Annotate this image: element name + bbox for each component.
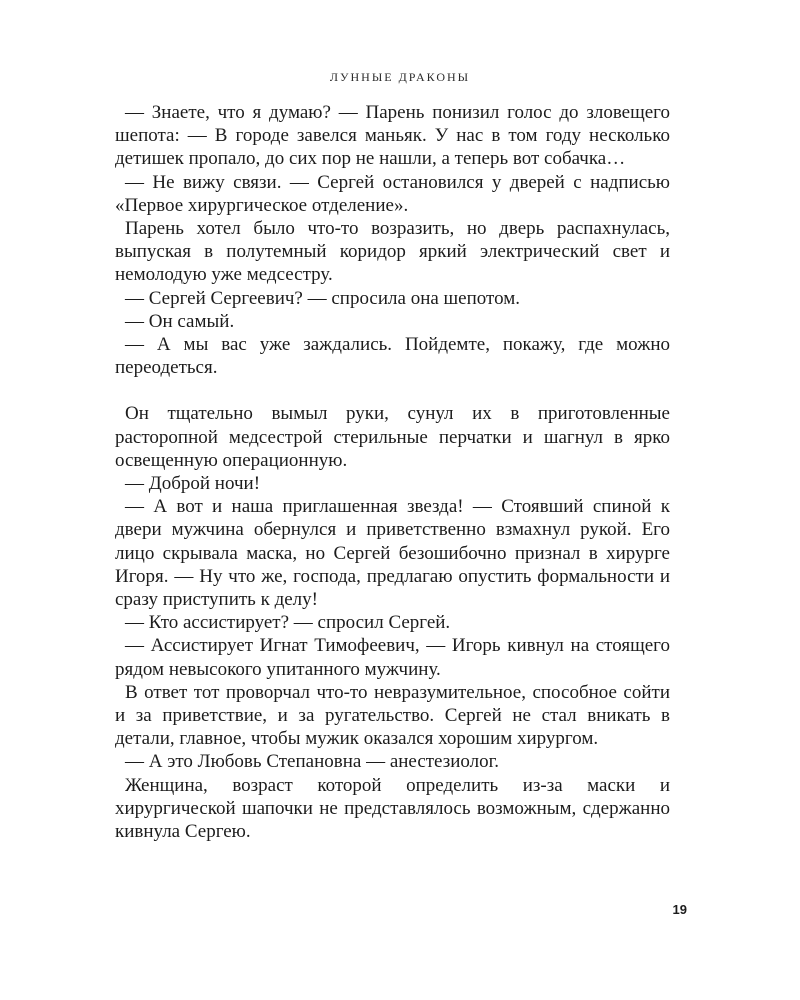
page-number: 19 xyxy=(672,902,687,917)
paragraph: — А мы вас уже заждались. Пойдемте, покажу, где можно переодеться. xyxy=(115,334,670,379)
paragraph: — Знаете, что я думаю? — Парень понизил голос до зловещего шепота: — В городе завелся маньяк. У нас в том году несколько детишек пропало, до сих пор не нашли, а теперь вот собачка… xyxy=(115,102,670,170)
section-break xyxy=(115,379,670,402)
paragraph: — Не вижу связи. — Сергей остановился у дверей с надписью «Первое хирургическое отделение». xyxy=(115,171,670,216)
paragraph: Он тщательно вымыл руки, сунул их в приготовленные расторопной медсестрой стерильные перчатки и шагнул в ярко освещенную операционную. xyxy=(115,403,670,471)
paragraph: — Сергей Сергеевич? — спросила она шепотом. xyxy=(125,287,520,309)
paragraph: В ответ тот проворчал что-то невразумительное, способное сойти и за приветствие, и за ругательство. Сергей не стал вникать в детали, главное, чтобы мужик оказался хорошим хирургом. xyxy=(115,681,670,750)
paragraph: Парень хотел было что-то возразить, но дверь распахнулась, выпуская в полутемный коридор яркий электрический свет и немолодую уже медсестру. xyxy=(115,218,670,286)
body-text xyxy=(115,101,670,843)
paragraph: — Кто ассистирует? — спросил Сергей. xyxy=(125,612,451,634)
running-head: ЛУННЫЕ ДРАКОНЫ xyxy=(329,70,471,84)
paragraph: Женщина, возраст которой определить из-за маски и хирургической шапочки не представлялось возможным, сдержанно кивнула Сергею. xyxy=(115,774,670,843)
paragraph: — Ассистирует Игнат Тимофеевич, — Игорь кивнул на стоящего рядом невысокого упитанного мужчину. xyxy=(115,635,670,680)
paragraph: — Доброй ночи! xyxy=(125,473,261,495)
paragraph: — А вот и наша приглашенная звезда! — Стоявший спиной к двери мужчина обернулся и приветственно взмахнул рукой. Его лицо скрывала маска, но Сергей безошибочно признал в хирурге Игоря. — Ну что же, господа, предлагаю опустить формальности и сразу приступить к делу! xyxy=(115,496,670,611)
paragraph: — А это Любовь Степановна — анестезиолог. xyxy=(125,751,500,773)
paragraph: — Он самый. xyxy=(125,310,235,332)
